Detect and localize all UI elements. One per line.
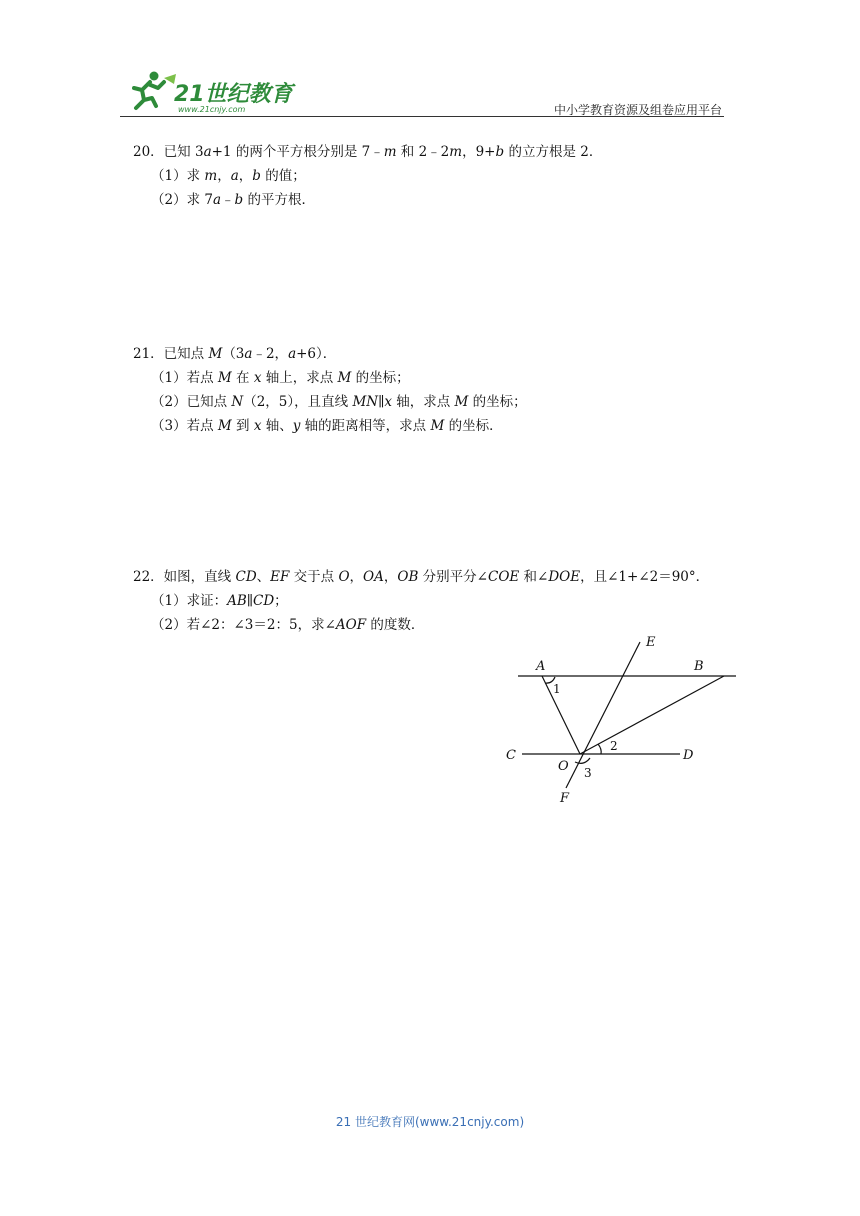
math-variable: M xyxy=(454,394,469,410)
text-run: +6）． xyxy=(296,346,337,362)
text-run: 分别平分∠ xyxy=(418,569,488,585)
line-ef xyxy=(566,642,640,788)
page-header xyxy=(120,68,724,120)
segment-oa xyxy=(542,676,580,754)
text-run: 轴的距离相等，求点 xyxy=(300,418,431,434)
question-21-part-2 xyxy=(133,390,527,414)
question-20-stem xyxy=(133,140,602,164)
logo-21cnjy xyxy=(120,68,310,118)
logo-main-text: 21世纪教育 xyxy=(174,82,293,107)
logo-sub-text: www.21cnjy.com xyxy=(178,105,246,114)
text-run: ﹣2， xyxy=(252,346,289,362)
text-run: （1）求证： xyxy=(151,593,228,609)
text-run: ，且∠1+∠2＝90°． xyxy=(580,569,710,585)
text-run: ， xyxy=(238,168,253,184)
math-variable: b xyxy=(252,168,261,184)
math-variable: M xyxy=(430,418,445,434)
math-variable: CD xyxy=(253,593,275,609)
math-variable: OB xyxy=(397,569,419,585)
question-20 xyxy=(133,140,602,212)
text-run: ，9+ xyxy=(462,144,496,160)
question-22 xyxy=(133,565,709,637)
angle-3-arc xyxy=(575,758,590,763)
math-variable: m xyxy=(204,168,218,184)
text-run: （2）若∠2：∠3＝2：5，求∠ xyxy=(151,617,336,633)
math-variable: a xyxy=(288,346,297,362)
text-run: 20．已知 3 xyxy=(133,144,204,160)
math-variable: a xyxy=(244,346,253,362)
text-run: 的坐标； xyxy=(468,394,527,410)
question-21-part-1 xyxy=(133,366,527,390)
math-variable: M xyxy=(217,418,232,434)
math-variable: OA xyxy=(363,569,384,585)
text-run: 的坐标； xyxy=(351,370,410,386)
text-run: ， xyxy=(349,569,364,585)
platform-name: 中小学教育资源及组卷应用平台 xyxy=(553,103,722,117)
text-run: ， xyxy=(217,168,231,184)
page-footer: 21 世纪教育网(www.21cnjy.com) xyxy=(335,1115,525,1129)
text-run: 和 2﹣2 xyxy=(396,144,450,160)
text-run: 在 xyxy=(231,370,254,386)
angle-2-arc xyxy=(598,744,601,754)
math-variable: O xyxy=(338,569,350,585)
text-run: +1 的两个平方根分别是 7﹣ xyxy=(211,144,384,160)
math-variable: a xyxy=(203,144,212,160)
question-21-stem xyxy=(133,342,527,366)
question-22-part-1 xyxy=(133,589,709,613)
math-variable: b xyxy=(234,192,244,208)
text-run: 的值； xyxy=(260,168,306,184)
text-run: 轴、 xyxy=(261,418,293,434)
label-angle-2: 2 xyxy=(610,739,618,753)
question-22-stem xyxy=(133,565,709,589)
text-run: 22．如图，直线 xyxy=(133,569,236,585)
text-run: 、 xyxy=(256,569,271,585)
text-run: 的立方根是 2． xyxy=(504,144,603,160)
text-run: （2，5），且直线 xyxy=(243,394,353,410)
text-run: 轴上，求点 xyxy=(261,370,338,386)
math-variable: COE xyxy=(487,569,520,585)
text-run: ， xyxy=(383,569,398,585)
text-run: 的坐标． xyxy=(444,418,503,434)
text-run: ﹣ xyxy=(221,192,235,208)
text-run: 和∠ xyxy=(519,569,549,585)
text-run: 轴，求点 xyxy=(391,394,455,410)
math-variable: x xyxy=(253,370,262,386)
text-run: 到 xyxy=(231,418,254,434)
math-variable: x xyxy=(253,418,262,434)
text-run: （3）若点 xyxy=(151,418,218,434)
label-o: O xyxy=(558,759,569,774)
question-21-part-3 xyxy=(133,414,527,438)
label-angle-1: 1 xyxy=(553,682,561,696)
label-c: C xyxy=(506,748,516,763)
text-run: （2）求 7 xyxy=(151,192,213,208)
label-d: D xyxy=(683,748,694,763)
label-b: B xyxy=(694,659,704,674)
text-run: 交于点 xyxy=(289,569,339,585)
math-variable: m xyxy=(449,144,463,160)
math-variable: M xyxy=(337,370,352,386)
text-run: 的度数． xyxy=(366,617,425,633)
math-variable: M xyxy=(208,346,223,362)
math-variable: MN xyxy=(352,394,379,410)
math-variable: y xyxy=(292,418,301,434)
math-variable: M xyxy=(217,370,232,386)
label-angle-3: 3 xyxy=(584,766,592,780)
text-run: （2）已知点 xyxy=(151,394,232,410)
math-variable: b xyxy=(495,144,505,160)
math-variable: CD xyxy=(235,569,257,585)
math-variable: AOF xyxy=(335,617,367,633)
math-variable: m xyxy=(383,144,397,160)
math-variable: a xyxy=(212,192,222,208)
text-run: ∥ xyxy=(378,394,385,410)
math-variable: N xyxy=(231,394,244,410)
label-e: E xyxy=(646,635,656,650)
question-21 xyxy=(133,342,527,438)
math-variable: x xyxy=(384,394,392,410)
math-variable: a xyxy=(230,168,239,184)
segment-ob xyxy=(580,676,724,754)
math-variable: AB xyxy=(227,593,247,609)
math-variable: EF xyxy=(270,569,290,585)
label-a: A xyxy=(536,659,546,674)
text-run: （1）若点 xyxy=(151,370,218,386)
text-run: 的平方根． xyxy=(243,192,315,208)
label-f: F xyxy=(560,791,570,806)
question-20-part-2 xyxy=(133,188,602,212)
geometry-figure xyxy=(500,630,740,810)
runner-icon xyxy=(134,72,176,109)
text-run: （3 xyxy=(222,346,245,362)
question-20-part-1 xyxy=(133,164,602,188)
text-run: ； xyxy=(274,593,288,609)
math-variable: DOE xyxy=(548,569,581,585)
text-run: 21．已知点 xyxy=(133,346,209,362)
text-run: ∥ xyxy=(246,593,254,609)
text-run: （1）求 xyxy=(151,168,205,184)
